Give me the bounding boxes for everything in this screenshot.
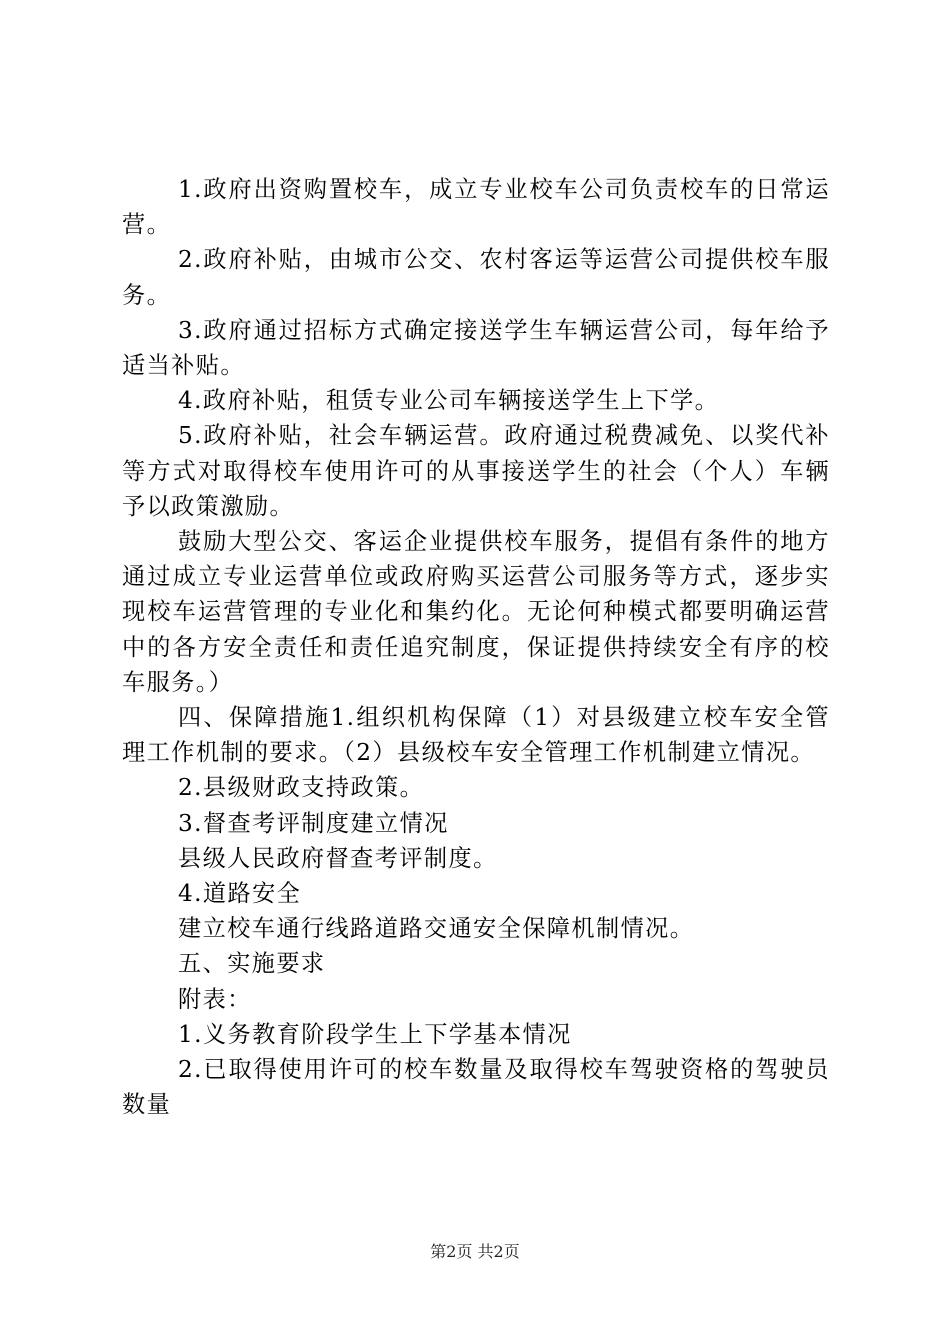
paragraph-finance-policy: 2.县级财政支持政策。: [178, 774, 425, 802]
appendix-item-1: 1.义务教育阶段学生上下学基本情况: [178, 1020, 572, 1048]
page-footer: [0, 1242, 950, 1262]
paragraph-option-4: 4.政府补贴，租赁专业公司车辆接送学生上下学。: [178, 387, 720, 415]
paragraph-option-5: 5.政府补贴，社会车辆运营。政府通过税费减免、以奖代补等方式对取得校车使用许可的从事接送学生的社会（个人）车辆予以政策激励。: [122, 422, 830, 520]
paragraph-road-safety-heading: 4.道路安全: [178, 880, 302, 908]
paragraph-section-four: 四、保障措施1.组织机构保障（1）对县级建立校车安全管理工作机制的要求。（2）县级校车安全管理工作机制建立情况。: [122, 704, 830, 767]
appendix-heading: 附表：: [178, 985, 252, 1013]
paragraph-option-3: 3.政府通过招标方式确定接送学生车辆运营公司，每年给予适当补贴。: [122, 316, 830, 380]
document-body: [122, 172, 830, 1122]
appendix-item-2: 2.已取得使用许可的校车数量及取得校车驾驶资格的驾驶员数量: [122, 1056, 830, 1119]
paragraph-encourage: 鼓励大型公交、客运企业提供校车服务，提倡有条件的地方通过成立专业运营单位或政府购买运营公司服务等方式，逐步实现校车运营管理的专业化和集约化。无论何种模式都要明确运营中的各方安全责任和责任追究制度，保证提供持续安全有序的校车服务。）: [122, 528, 830, 696]
paragraph-inspection-detail: 县级人民政府督查考评制度。: [178, 844, 498, 872]
page-number: 第2页 共2页: [430, 1242, 520, 1261]
section-five-heading: 五、实施要求: [178, 950, 326, 978]
paragraph-option-2: 2.政府补贴，由城市公交、农村客运等运营公司提供校车服务。: [122, 246, 830, 309]
paragraph-road-safety-detail: 建立校车通行线路道路交通安全保障机制情况。: [178, 915, 695, 943]
paragraph-inspection-heading: 3.督查考评制度建立情况: [178, 809, 449, 837]
paragraph-option-1: 1.政府出资购置校车，成立专业校车公司负责校车的日常运营。: [122, 176, 830, 239]
